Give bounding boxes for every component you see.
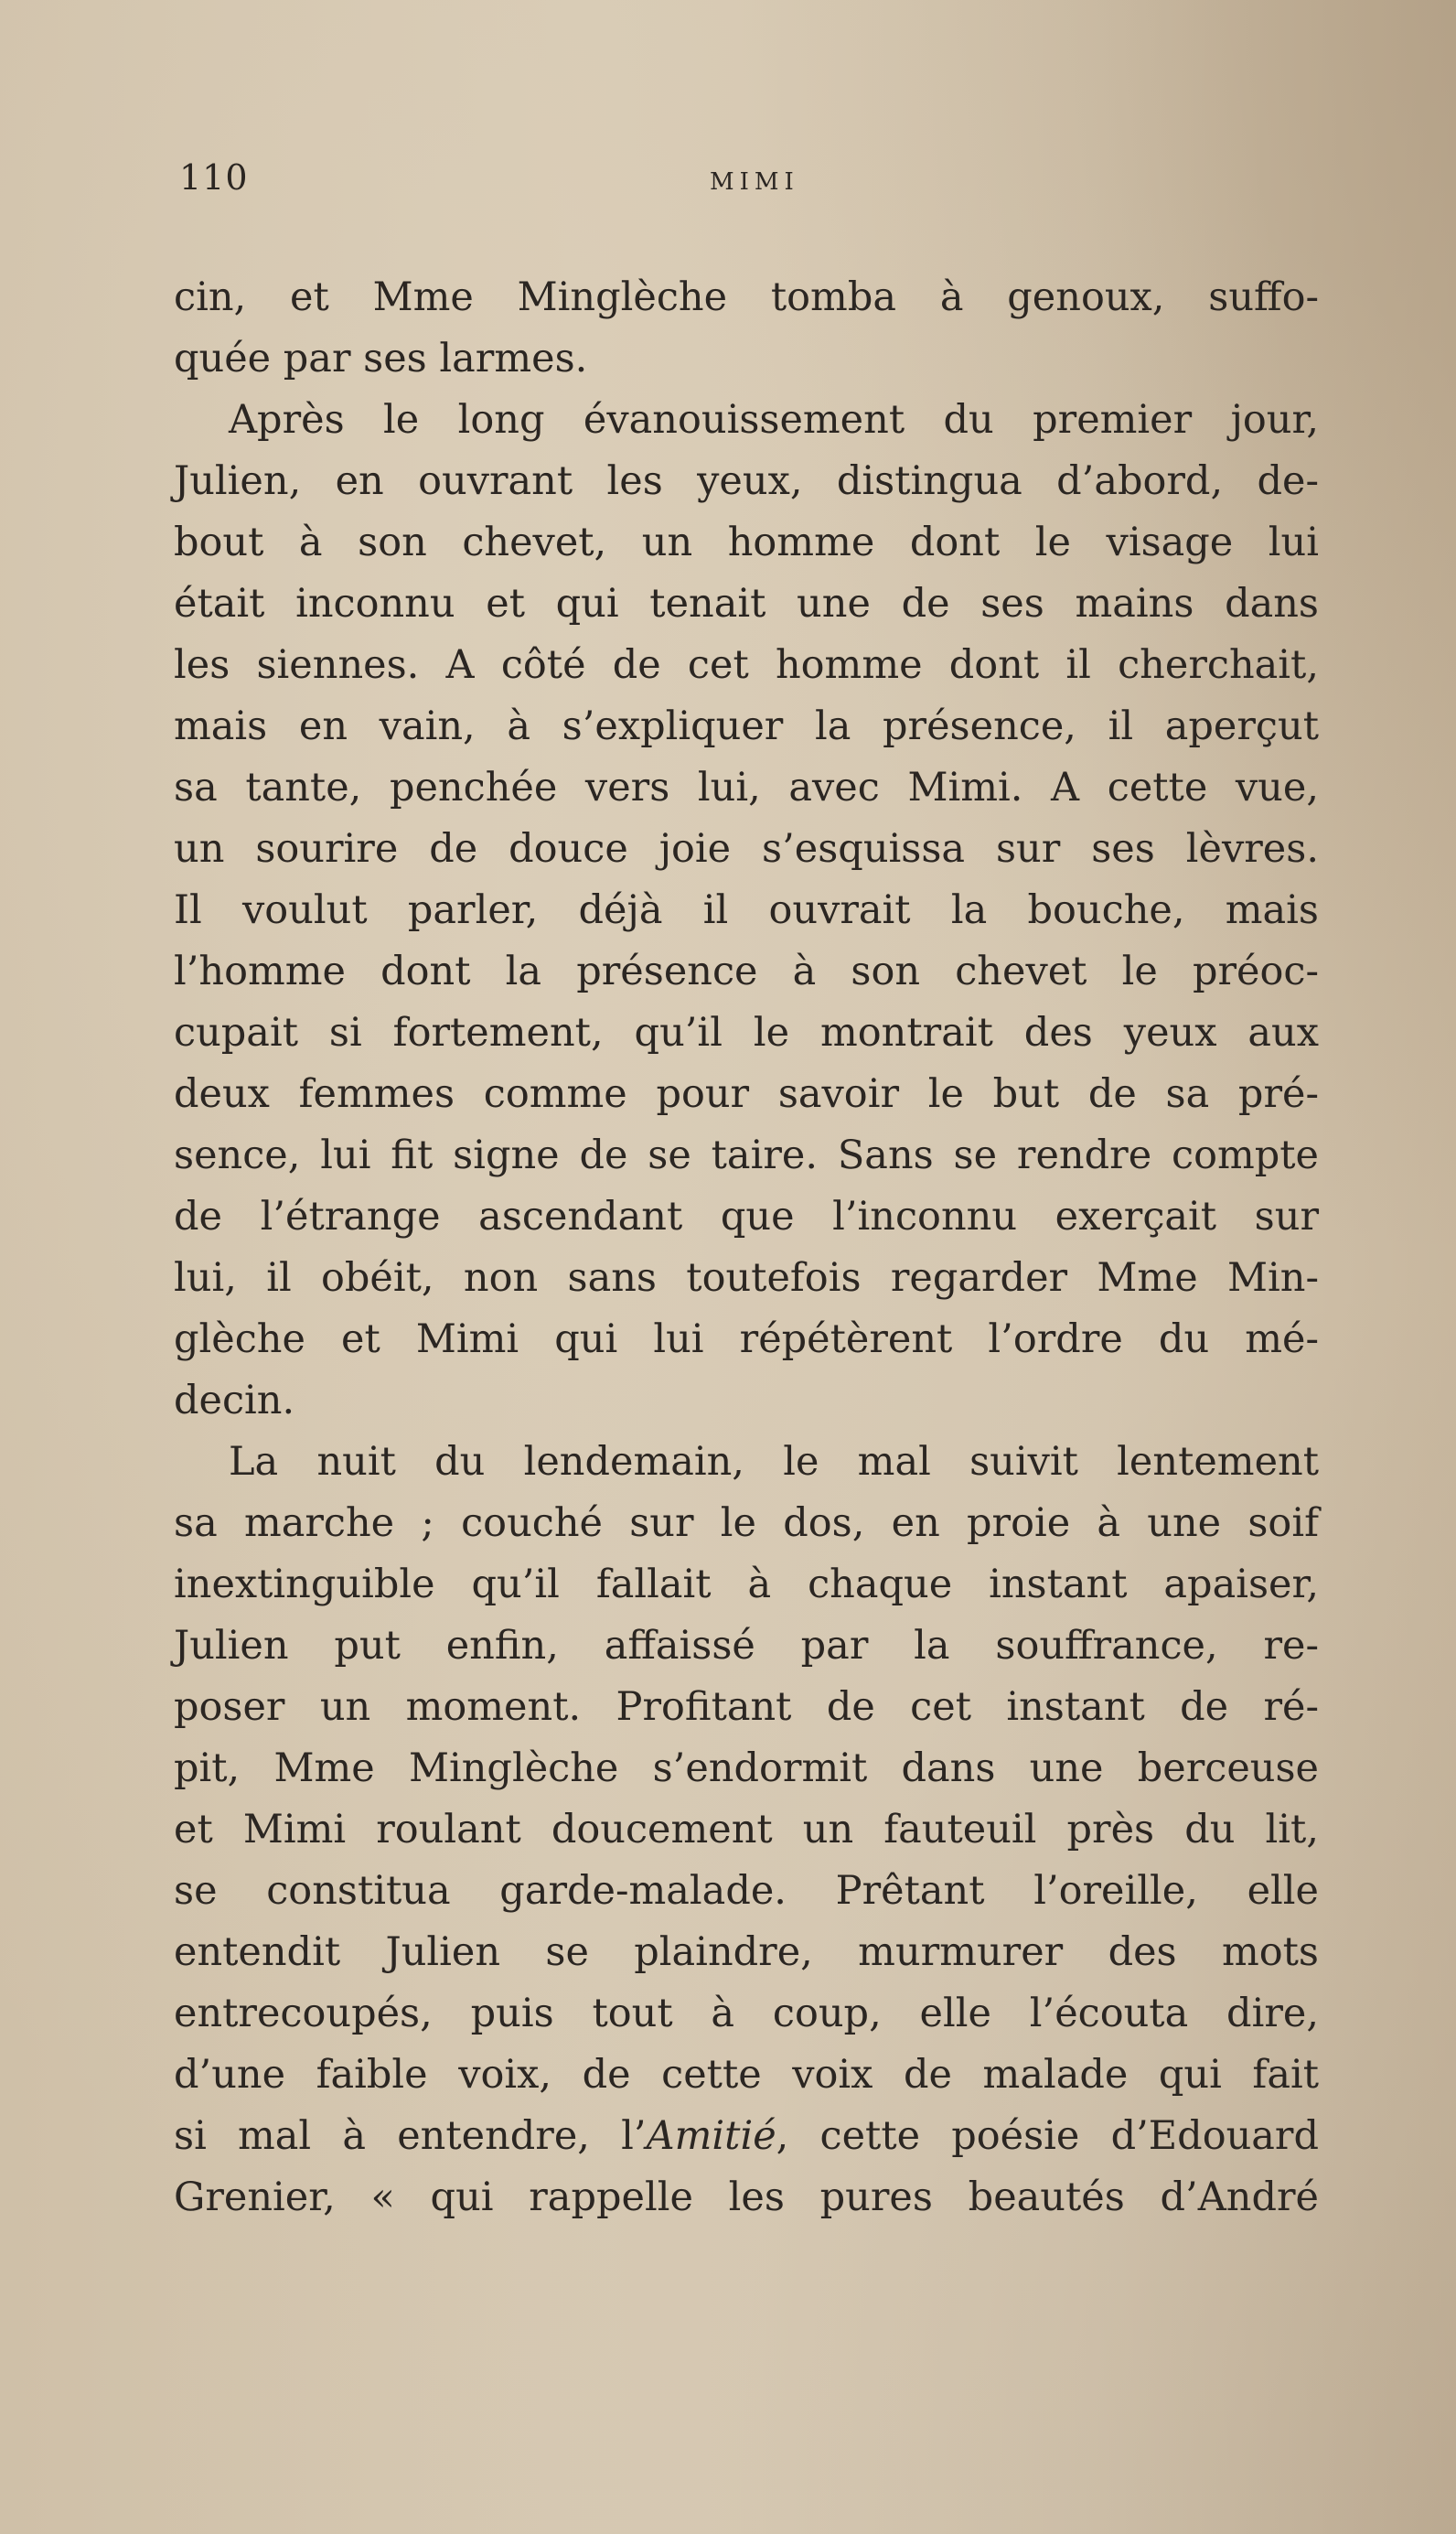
text-line: poser un moment. Profitant de cet instant de ré-	[174, 1684, 1319, 1730]
text-line: sence, lui fit signe de se taire. Sans se rendre compte	[174, 1133, 1319, 1178]
text-line: Il voulut parler, déjà il ouvrait la bouche, mais	[174, 887, 1319, 933]
text-line: de l’étrange ascendant que l’inconnu exerçait sur	[174, 1194, 1319, 1240]
text-segment: , cette poésie d’Edouard	[776, 2113, 1319, 2159]
text-line: lui, il obéit, non sans toutefois regarder Mme Min-	[174, 1255, 1319, 1301]
text-line: cupait si fortement, qu’il le montrait des yeux aux	[174, 1010, 1319, 1056]
text-line: cin, et Mme Minglèche tomba à genoux, suffo-	[174, 274, 1319, 320]
text-line: un sourire de douce joie s’esquissa sur ses lèvres.	[174, 826, 1319, 872]
paragraph-first-line: Après le long évanouissement du premier jour,	[229, 397, 1319, 443]
text-line: sa marche ; couché sur le dos, en proie à une soif	[174, 1500, 1319, 1546]
text-segment: si mal à entendre, l’	[174, 2113, 647, 2159]
text-line: glèche et Mimi qui lui répétèrent l’ordre du mé-	[174, 1316, 1319, 1362]
text-line: bout à son chevet, un homme dont le visage lui	[174, 520, 1319, 565]
text-line: était inconnu et qui tenait une de ses mains dans	[174, 581, 1319, 627]
text-line: Grenier, « qui rappelle les pures beautés d’André	[174, 2174, 1319, 2220]
text-line: entrecoupés, puis tout à coup, elle l’écouta dire,	[174, 1991, 1319, 2036]
text-line: les siennes. A côté de cet homme dont il cherchait,	[174, 642, 1319, 688]
text-line: Julien put enfin, affaissé par la souffrance, re-	[174, 1623, 1319, 1669]
text-line: et Mimi roulant doucement un fauteuil près du lit,	[174, 1807, 1319, 1852]
text-line: deux femmes comme pour savoir le but de sa pré-	[174, 1071, 1319, 1117]
running-title: MIMI	[710, 168, 799, 196]
text-line: Julien, en ouvrant les yeux, distingua d’abord, de-	[174, 458, 1319, 504]
text-line: se constitua garde-malade. Prêtant l’oreille, elle	[174, 1868, 1319, 1914]
poem-title: Amitié	[646, 2113, 776, 2159]
text-line: decin.	[174, 1378, 295, 1423]
text-line: mais en vain, à s’expliquer la présence, il aperçut	[174, 703, 1319, 749]
paragraph-first-line: La nuit du lendemain, le mal suivit lentement	[229, 1439, 1319, 1485]
text-line: entendit Julien se plaindre, murmurer des mots	[174, 1929, 1319, 1975]
page-number: 110	[179, 157, 249, 198]
text-line: pit, Mme Minglèche s’endormit dans une berceuse	[174, 1745, 1319, 1791]
text-line: sa tante, penchée vers lui, avec Mimi. A cette vue,	[174, 765, 1319, 811]
text-line-with-title	[174, 2106, 1319, 2167]
text-line: quée par ses larmes.	[174, 336, 588, 381]
text-line: d’une faible voix, de cette voix de malade qui fait	[174, 2052, 1319, 2098]
page-header	[179, 157, 1318, 203]
text-line: inextinguible qu’il fallait à chaque instant apaiser,	[174, 1562, 1319, 1607]
body-text	[174, 267, 1319, 2228]
text-line: l’homme dont la présence à son chevet le préoc-	[174, 949, 1319, 994]
